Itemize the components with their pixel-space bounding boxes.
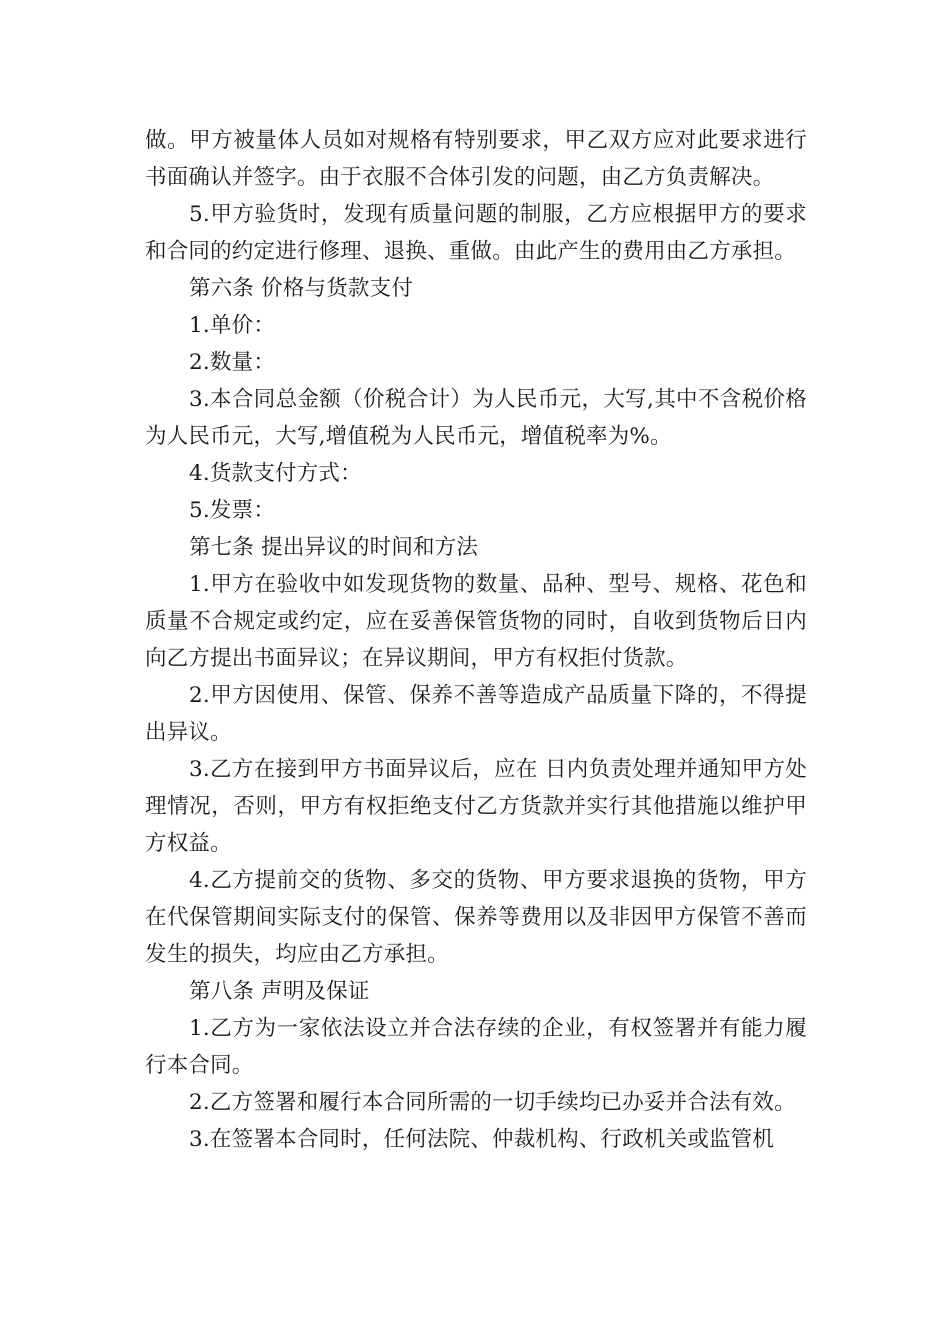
document-body [145, 122, 807, 1158]
clause-8-2: 2.乙方签署和履行本合同所需的一切手续均已办妥并合法有效。 [189, 1090, 796, 1115]
clause-6-1: 1.单价： [189, 313, 276, 338]
clause-6-3: 3.本合同总金额（价税合计）为人民币元，大写,其中不含税价格为人民币元，大写,增值税为人民币元，增值税率为%。 [145, 387, 807, 449]
clause-5-5: 5.甲方验货时，发现有质量问题的制服，乙方应根据甲方的要求和合同的约定进行修理、退换、重做。由此产生的费用由乙方承担。 [145, 202, 807, 264]
clause-6-2: 2.数量： [189, 350, 276, 375]
article-6-heading: 第六条 价格与货款支付 [189, 276, 414, 301]
clause-8-3: 3.在签署本合同时，任何法院、仲裁机构、行政机关或监管机 [189, 1127, 775, 1152]
clause-7-4: 4.乙方提前交的货物、多交的货物、甲方要求退换的货物，甲方在代保管期间实际支付的保管、保养等费用以及非因甲方保管不善而发生的损失，均应由乙方承担。 [145, 868, 807, 967]
clause-8-1: 1.乙方为一家依法设立并合法存续的企业，有权签署并有能力履行本合同。 [145, 1016, 807, 1078]
clause-7-2: 2.甲方因使用、保管、保养不善等造成产品质量下降的，不得提出异议。 [145, 683, 807, 745]
clause-6-5: 5.发票： [189, 498, 276, 523]
clause-7-1: 1.甲方在验收中如发现货物的数量、品种、型号、规格、花色和质量不合规定或约定，应在妥善保管货物的同时，自收到货物后日内向乙方提出书面异议；在异议期间，甲方有权拒付货款。 [145, 572, 807, 671]
paragraph-continuation: 做。甲方被量体人员如对规格有特别要求，甲乙双方应对此要求进行书面确认并签字。由于衣服不合体引发的问题，由乙方负责解决。 [145, 128, 807, 190]
clause-7-3: 3.乙方在接到甲方书面异议后，应在 日内负责处理并通知甲方处理情况，否则，甲方有权拒绝支付乙方货款并实行其他措施以维护甲方权益。 [145, 757, 807, 856]
article-8-heading: 第八条 声明及保证 [189, 979, 370, 1004]
article-7-heading: 第七条 提出异议的时间和方法 [189, 535, 479, 560]
clause-6-4: 4.货款支付方式： [189, 461, 362, 486]
